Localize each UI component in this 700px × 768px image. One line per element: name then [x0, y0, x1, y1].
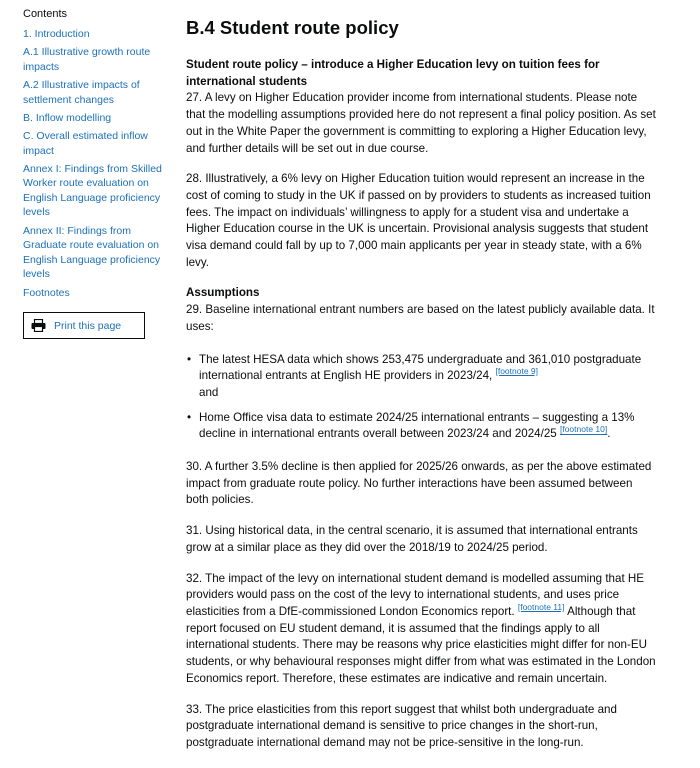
- footnote-11-link[interactable]: [footnote 11]: [517, 602, 565, 613]
- toc-item-growth-route[interactable]: [23, 45, 168, 74]
- assumptions-list: [186, 352, 656, 444]
- list-item: [199, 352, 656, 402]
- toc-item-inflow-modelling[interactable]: [23, 111, 168, 126]
- paragraph-32-start: 32. The impact of the levy on international student demand is modelled assuming that HE providers would pass on the cost of the levy to international students, and uses price elasticities from a DfE-commissioned London Economics report.: [186, 571, 645, 618]
- paragraph-31: 31. Using historical data, in the central scenario, it is assumed that international entrants grow at a similar place as they did over the 2018/19 to 2024/25 period.: [186, 524, 638, 554]
- bullet-tail: .: [607, 427, 611, 441]
- page-title: B.4 Student route policy: [186, 17, 399, 38]
- toc-item-footnotes[interactable]: [23, 286, 168, 301]
- toc-item-settlement[interactable]: [23, 78, 168, 107]
- toc-link[interactable]: 1. Introduction: [23, 28, 90, 40]
- paragraph-28: 28. Illustratively, a 6% levy on Higher Education tuition would represent an increase in the cost of coming to study in the UK if passed on by providers to students as increased tuition fees. The impact on individuals’ willingness to apply for a student visa and undertake a Higher Education course in the UK is uncertain. Provisional analysis suggests that student visa demand could fall by up to 7,000 main applicants per year in steady state, with a 6% levy.: [186, 172, 651, 269]
- toc-link[interactable]: A.2 Illustrative impacts of settlement changes: [23, 79, 140, 106]
- toc-link[interactable]: Annex II: Findings from Graduate route evaluation on English Language proficiency levels: [23, 224, 161, 281]
- toc-item-introduction[interactable]: [23, 27, 168, 42]
- toc-link[interactable]: Footnotes: [23, 286, 70, 299]
- bullet-text: Home Office visa data to estimate 2024/25 international entrants – suggesting a 13% decline in international entrants overall between 2023/24 and 2024/25: [199, 410, 635, 441]
- toc-link[interactable]: C. Overall estimated inflow impact: [23, 130, 148, 157]
- contents-title: Contents: [23, 8, 68, 20]
- paragraph-32: [186, 571, 656, 688]
- contents-sidebar: [23, 8, 168, 339]
- main-content: [186, 16, 656, 752]
- paragraph-33: 33. The price elasticities from this report suggest that whilst both undergraduate and postgraduate international demand is sensitive to price changes in the short-run, postgraduate international demand may not be price-sensitive in the long-run.: [186, 702, 617, 749]
- paragraph-27: 27. A levy on Higher Education provider income from international students. Please note that the modelling assumptions provided here do not represent a final policy position. As set out in the White Paper the government is committing to exploring a Higher Education levy, and further details will be set out in due course.: [186, 91, 656, 155]
- toc-item-overall-impact[interactable]: [23, 129, 168, 158]
- paragraph-30: 30. A further 3.5% decline is then applied for 2025/26 onwards, as per the above estimated impact from graduate route policy. No further interactions have been assumed between both policies.: [186, 460, 652, 507]
- bullet-text: The latest HESA data which shows 253,475 undergraduate and 361,010 postgraduate international entrants at English HE providers in 2023/24,: [199, 352, 642, 383]
- contents-list: [23, 27, 168, 300]
- paragraph-29: 29. Baseline international entrant numbers are based on the latest publicly available data. It uses:: [186, 303, 655, 333]
- toc-link[interactable]: B. Inflow modelling: [23, 111, 112, 124]
- assumptions-heading: Assumptions: [186, 286, 260, 300]
- toc-link[interactable]: A.1 Illustrative growth route impacts: [23, 46, 151, 73]
- paragraph-32-end: Although that report focused on EU student demand, it is assumed that the findings apply to all international students. There may be reasons why price elasticities might differ for non-EU students, or why behavioural responses might differ from what was estimated in the London Economics report. Therefore, these estimates are indicative and remain uncertain.: [186, 604, 656, 685]
- print-page-button[interactable]: [23, 312, 145, 339]
- bullet-tail: and: [199, 385, 219, 399]
- section-subheading: Student route policy – introduce a Higher Education levy on tuition fees for international students: [186, 58, 600, 88]
- list-item: [199, 410, 656, 443]
- toc-item-annex-2[interactable]: [23, 224, 168, 282]
- toc-item-annex-1[interactable]: [23, 162, 168, 220]
- toc-link[interactable]: Annex I: Findings from Skilled Worker route evaluation on English Language proficiency levels: [23, 162, 162, 219]
- printer-icon: [31, 319, 46, 332]
- footnote-9-link[interactable]: [footnote 9]: [495, 366, 539, 377]
- print-label: Print this page: [54, 319, 122, 332]
- footnote-10-link[interactable]: [footnote 10]: [559, 424, 608, 435]
